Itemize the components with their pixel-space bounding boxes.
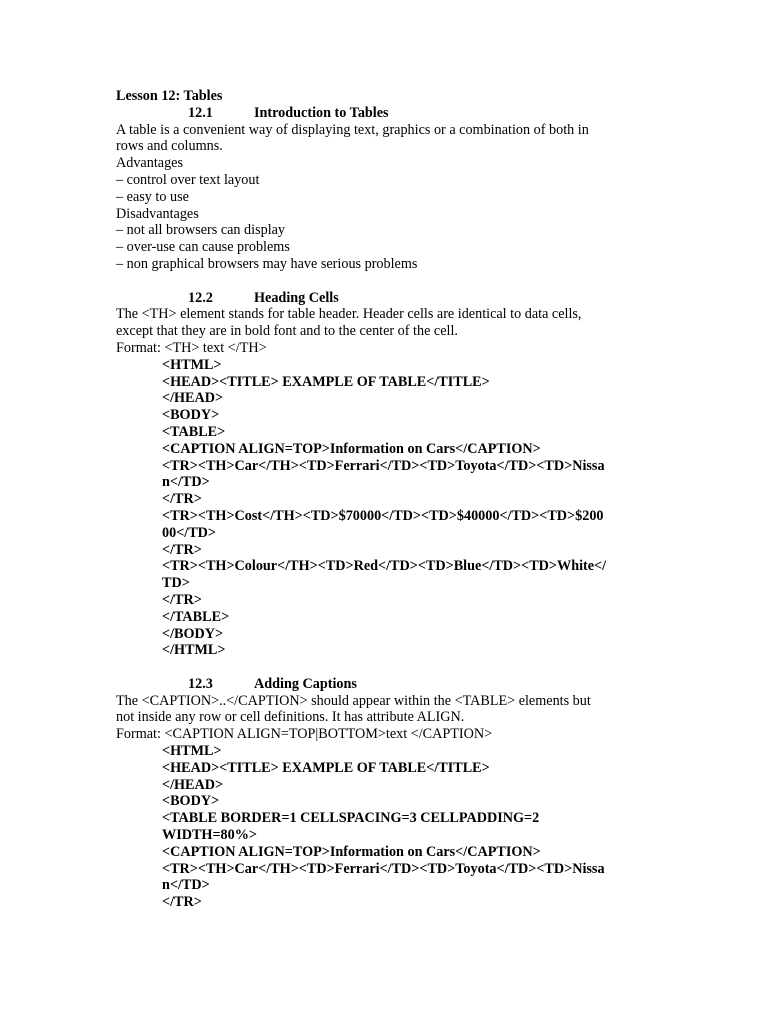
code-line: TD> bbox=[162, 575, 190, 592]
section-title: Heading Cells bbox=[254, 289, 339, 306]
code-line: n</TD> bbox=[162, 474, 210, 491]
code-line: <TR><TH>Car</TH><TD>Ferrari</TD><TD>Toyota</TD><TD>Nissa bbox=[162, 860, 605, 877]
body-text-line: Advantages bbox=[116, 155, 183, 172]
body-text-line: – non graphical browsers may have serious problems bbox=[116, 255, 418, 272]
body-text-line: Disadvantages bbox=[116, 205, 199, 222]
code-line: </TABLE> bbox=[162, 608, 230, 625]
section-heading bbox=[116, 105, 656, 122]
code-line: <CAPTION ALIGN=TOP>Information on Cars</CAPTION> bbox=[162, 843, 541, 860]
body-text-line: The <TH> element stands for table header. Header cells are identical to data cells, bbox=[116, 306, 582, 323]
lesson-title: Lesson 12: Tables bbox=[116, 88, 223, 104]
body-text-line: – over-use can cause problems bbox=[116, 239, 290, 256]
code-line: </TR> bbox=[162, 541, 202, 558]
document-page bbox=[116, 88, 656, 911]
section-heading bbox=[116, 676, 656, 693]
code-line: <TABLE BORDER=1 CELLSPACING=3 CELLPADDING=2 bbox=[162, 810, 540, 827]
body-text-line: – control over text layout bbox=[116, 171, 260, 188]
code-line: </HEAD> bbox=[162, 776, 224, 793]
code-line: <BODY> bbox=[162, 793, 220, 810]
code-line: </BODY> bbox=[162, 625, 224, 642]
code-line: </TR> bbox=[162, 591, 202, 608]
code-line: <HEAD><TITLE> EXAMPLE OF TABLE</TITLE> bbox=[162, 759, 490, 776]
body-text-line: Format: <TH> text </TH> bbox=[116, 339, 267, 356]
code-line: </TR> bbox=[162, 894, 202, 911]
body-text-line: not inside any row or cell definitions. It has attribute ALIGN. bbox=[116, 709, 465, 726]
body-text-line: rows and columns. bbox=[116, 138, 223, 155]
section-number: 12.2 bbox=[188, 289, 213, 306]
section-title: Introduction to Tables bbox=[254, 104, 389, 121]
code-line: n</TD> bbox=[162, 877, 210, 894]
section-title: Adding Captions bbox=[254, 675, 357, 692]
code-line: <TR><TH>Car</TH><TD>Ferrari</TD><TD>Toyota</TD><TD>Nissa bbox=[162, 457, 605, 474]
code-line: </HTML> bbox=[162, 642, 226, 659]
section-gap bbox=[116, 659, 656, 676]
code-line: <HTML> bbox=[162, 743, 222, 760]
code-line: <TABLE> bbox=[162, 423, 226, 440]
body-text-line: except that they are in bold font and to the center of the cell. bbox=[116, 323, 458, 340]
code-line: WIDTH=80%> bbox=[162, 827, 257, 844]
code-line: <HEAD><TITLE> EXAMPLE OF TABLE</TITLE> bbox=[162, 373, 490, 390]
code-line: <BODY> bbox=[162, 407, 220, 424]
code-line: <CAPTION ALIGN=TOP>Information on Cars</CAPTION> bbox=[162, 440, 541, 457]
section-number: 12.1 bbox=[188, 104, 213, 121]
section-gap bbox=[116, 273, 656, 290]
body-text-line: Format: <CAPTION ALIGN=TOP|BOTTOM>text </CAPTION> bbox=[116, 726, 493, 743]
code-line: </HEAD> bbox=[162, 390, 224, 407]
code-line: <TR><TH>Cost</TH><TD>$70000</TD><TD>$40000</TD><TD>$200 bbox=[162, 507, 604, 524]
section-heading bbox=[116, 290, 656, 307]
body-text-line: – not all browsers can display bbox=[116, 222, 286, 239]
document-content bbox=[116, 105, 656, 911]
body-text-line: The <CAPTION>..</CAPTION> should appear within the <TABLE> elements but bbox=[116, 692, 591, 709]
code-line: <HTML> bbox=[162, 356, 222, 373]
body-text-line: A table is a convenient way of displaying text, graphics or a combination of both in bbox=[116, 121, 589, 138]
section-number: 12.3 bbox=[188, 675, 213, 692]
code-line: <TR><TH>Colour</TH><TD>Red</TD><TD>Blue</TD><TD>White</ bbox=[162, 558, 607, 575]
code-line: 00</TD> bbox=[162, 524, 217, 541]
body-text-line: – easy to use bbox=[116, 188, 189, 205]
code-line: </TR> bbox=[162, 491, 202, 508]
